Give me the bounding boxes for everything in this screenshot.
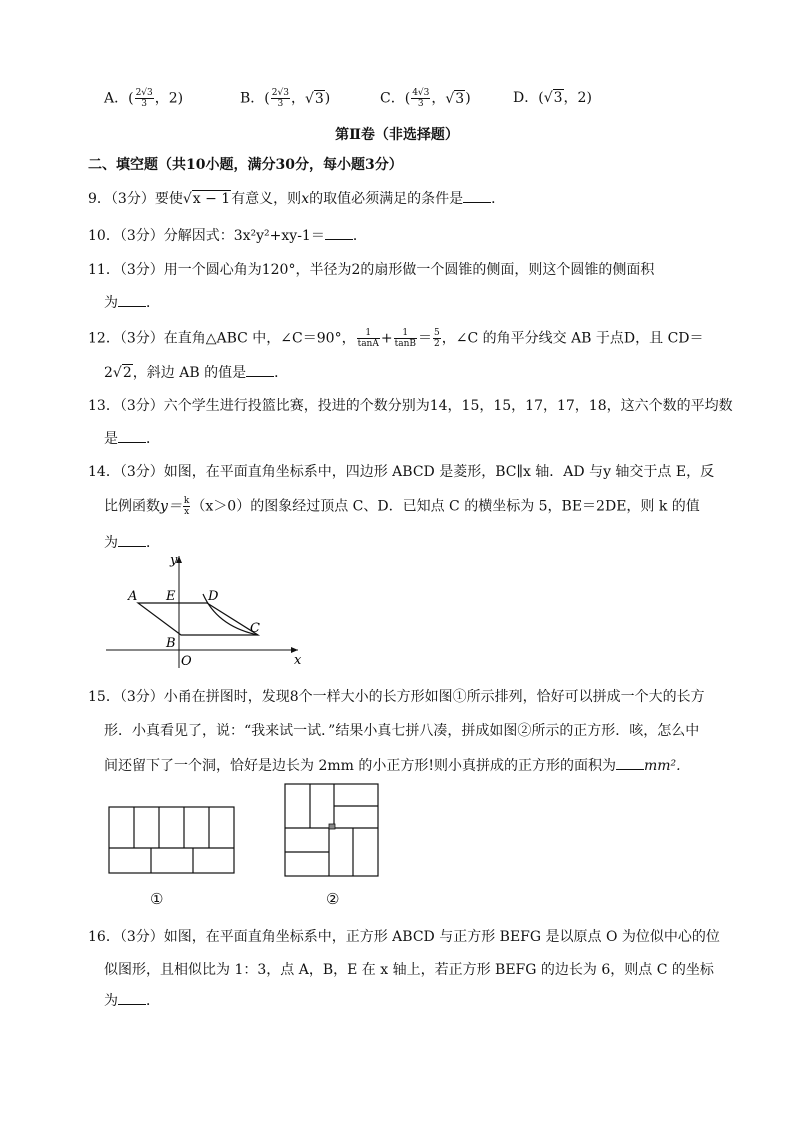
fig2-hole: [329, 824, 335, 829]
q12-fraction-1: $\frac{1}{\tan A}$: [357, 328, 379, 349]
question-12-line1: 12．（3分）在直角△ABC 中，∠C＝90°， $\frac{1}{\tan A}$ + $\frac{1}{\tan B}$ ＝ $\frac{5}{2}$ ，∠C 的角平分线交 AB 于点D，且 CD＝: [88, 328, 704, 349]
q12-fraction-2: $\frac{1}{\tan B}$: [394, 328, 416, 349]
question-16-line3: 为 ．: [104, 990, 160, 1011]
option-d: D．(√3，2): [513, 90, 592, 106]
q14-answer-blank: [118, 532, 146, 547]
option-a-fraction: $\frac{2√3}{3}$: [135, 88, 153, 109]
q12-sqrt: √2: [112, 365, 132, 381]
question-11-line1: 11．（3分）用一个圆心角为120°，半径为2的扇形做一个圆锥的侧面，则这个圆锥的侧面积: [88, 262, 655, 278]
q13-answer-blank: [118, 428, 146, 443]
question-16-line2: 似图形，且相似比为 1：3，点 A，B，E 在 x 轴上，若正方形 BEFG 的边长为 6，则点 C 的坐标: [104, 962, 714, 978]
option-b-sqrt: √3: [304, 90, 324, 107]
label-y: y: [170, 553, 178, 568]
question-13-line1: 13．（3分）六个学生进行投篮比赛，投进的个数分别为14，15，15，17，17，18，这六个数的平均数: [88, 398, 733, 414]
label-o: O: [181, 654, 192, 669]
q16-answer-blank: [118, 990, 146, 1005]
fig2-outer-square: [285, 784, 378, 876]
question-11-line2: 为 ．: [104, 292, 160, 313]
label-a: A: [128, 589, 138, 604]
option-b-fraction: $\frac{2√3}{3}$: [271, 88, 289, 109]
question-15-line1: 15．（3分）小甬在拼图时，发现8个一样大小的长方形如图①所示排列，恰好可以拼成一个大的长方: [88, 689, 705, 705]
question-14-line1: 14．（3分）如图，在平面直角坐标系中，四边形 ABCD 是菱形，BC∥x 轴．AD 与y 轴交于点 E，反: [88, 464, 715, 480]
option-b: B．( $\frac{2√3}{3}$ ，√3): [240, 88, 331, 109]
label-x: x: [294, 653, 302, 668]
option-d-sqrt: √3: [543, 90, 563, 106]
option-c-fraction: $\frac{4√3}{3}$: [412, 88, 430, 109]
fig2-label: ②: [326, 890, 340, 908]
fig1-outer-rect: [109, 807, 234, 873]
question-16-line1: 16．（3分）如图，在平面直角坐标系中，正方形 ABCD 与正方形 BEFG 是以原点 O 为位似中心的位: [88, 929, 720, 945]
part-title: 第Ⅱ卷（非选择题）: [335, 127, 459, 143]
question-12-line2: 2√2，斜边 AB 的值是 ．: [104, 362, 288, 383]
question-14-line2: 比例函数y＝ $\frac{k}{x}$ （x＞0）的图象经过顶点 C、D．已知点 C 的横坐标为 5，BE＝2DE，则 k 的值: [104, 496, 700, 517]
q9-sqrt: √x − 1: [182, 191, 231, 207]
question-15-line3: 间还留下了一个洞，恰好是边长为 2mm 的小正方形!则小真拼成的正方形的面积为 mm².: [104, 755, 681, 776]
q12-fraction-3: $\frac{5}{2}$: [434, 328, 440, 349]
q15-figure-2: [283, 782, 381, 878]
q14-rhombus-figure: [100, 552, 310, 672]
q14-fraction: $\frac{k}{x}$: [183, 496, 190, 517]
question-9: 9．（3分）要使√x − 1有意义，则x的取值必须满足的条件是 ．: [88, 188, 505, 209]
option-c: C．( $\frac{4√3}{3}$ ，√3): [380, 88, 471, 109]
section-heading: 二、填空题（共10小题，满分30分，每小题3分）: [88, 157, 403, 173]
question-13-line2: 是 ．: [104, 428, 160, 449]
fig1-label: ①: [150, 890, 164, 908]
rhombus-abcd: [138, 603, 258, 635]
option-a-label: A．(: [104, 90, 134, 107]
label-d: D: [208, 589, 219, 604]
question-10: 10．（3分）分解因式：3x²y²+xy-1＝ ．: [88, 225, 367, 246]
q15-figure-1: [107, 805, 237, 875]
question-14-line3: 为 ．: [104, 532, 160, 553]
option-c-sqrt: √3: [445, 90, 465, 107]
label-e: E: [166, 589, 176, 604]
q12-answer-blank: [246, 362, 274, 377]
q10-answer-blank: [325, 225, 353, 240]
q15-answer-blank: [616, 755, 644, 770]
label-b: B: [166, 636, 176, 651]
question-15-line2: 形．小真看见了，说：“我来试一试．”结果小真七拼八凑，拼成如图②所示的正方形．咳，怎么中: [104, 723, 700, 739]
q11-answer-blank: [118, 292, 146, 307]
option-a: A．( $\frac{2√3}{3}$ ，2): [104, 88, 184, 109]
q9-answer-blank: [463, 188, 491, 203]
label-c: C: [250, 621, 260, 636]
